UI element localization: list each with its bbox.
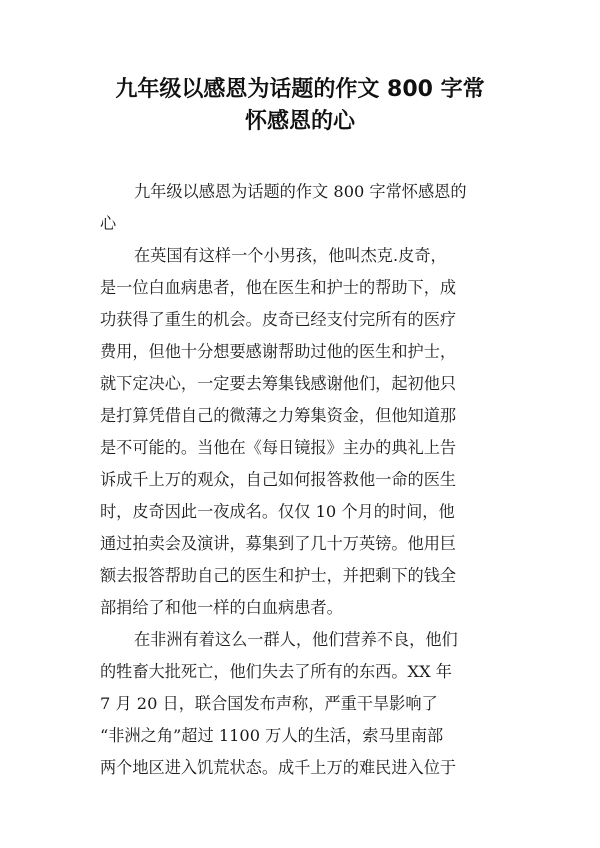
paragraph-2: [100, 240, 502, 624]
paragraph-line: “非洲之角”超过 1100 万人的生活，索马里南部: [100, 726, 444, 745]
paragraph-line: 的牲畜大批死亡，他们失去了所有的东西。XX 年: [100, 662, 452, 681]
paragraph-line: 诉成千上万的观众，自己如何报答救他一命的医生: [100, 470, 457, 489]
document-body: [100, 176, 502, 784]
paragraph-line: 通过拍卖会及演讲，募集到了几十万英镑。他用巨: [100, 534, 457, 553]
paragraph-line: 在非洲有着这么一群人，他们营养不良，他们: [134, 630, 458, 649]
paragraph-line: 心: [100, 214, 117, 233]
title-line-1: 九年级以感恩为话题的作文 800 字常: [115, 77, 485, 102]
paragraph-line: 费用，但他十分想要感谢帮助过他的医生和护士，: [100, 342, 457, 361]
paragraph-line: 就下定决心，一定要去筹集钱感谢他们，起初他只: [100, 374, 457, 393]
paragraph-line: 功获得了重生的机会。皮奇已经支付完所有的医疗: [100, 310, 457, 329]
document-title: [80, 74, 520, 138]
paragraph-3: [100, 624, 502, 784]
paragraph-line: 7 月 20 日，联合国发布声称，严重干旱影响了: [100, 694, 438, 713]
title-line-2: 怀感恩的心: [244, 109, 355, 134]
paragraph-line: 两个地区进入饥荒状态。成千上万的难民进入位于: [100, 758, 457, 777]
paragraph-line: 是不可能的。当他在《每日镜报》主办的典礼上告: [100, 438, 457, 457]
paragraph-line: 部捐给了和他一样的白血病患者。: [100, 598, 343, 617]
paragraph-line: 时，皮奇因此一夜成名。仅仅 10 个月的时间，他: [100, 502, 455, 521]
paragraph-line: 是一位白血病患者，他在医生和护士的帮助下，成: [100, 278, 457, 297]
paragraph-line: 九年级以感恩为话题的作文 800 字常怀感恩的: [134, 182, 467, 201]
paragraph-line: 额去报答帮助自己的医生和护士，并把剩下的钱全: [100, 566, 457, 585]
paragraph-line: 在英国有这样一个小男孩，他叫杰克.皮奇，: [134, 246, 447, 265]
paragraph-1: [100, 176, 502, 240]
paragraph-line: 是打算凭借自己的微薄之力筹集资金，但他知道那: [100, 406, 457, 425]
